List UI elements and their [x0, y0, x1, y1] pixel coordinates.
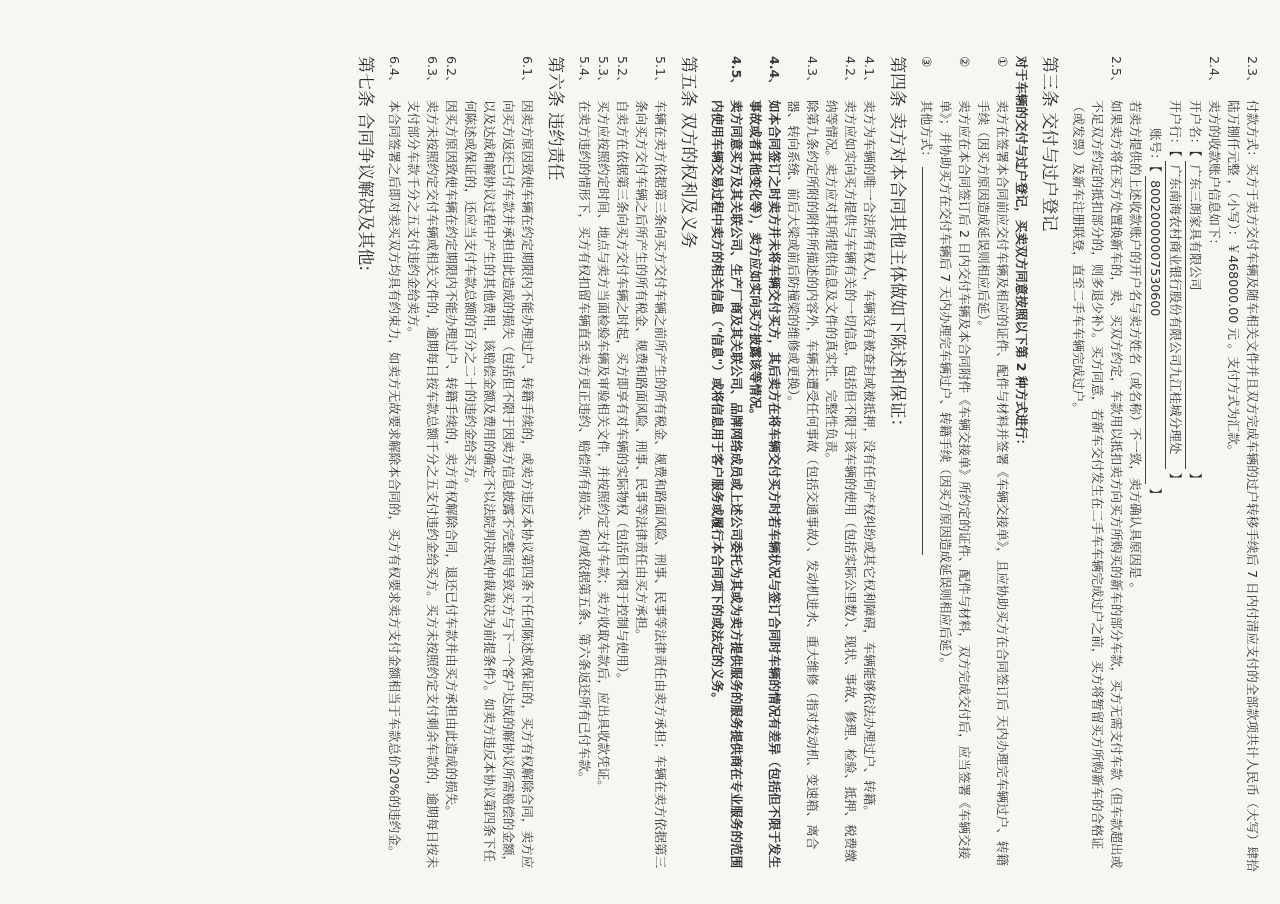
- clause-text: 卖方未按照约定交付车辆或相关文件的，逾期每日按车款总额千分之五支付违约金给买方。买方未按照约定支付剩余车款的，逾期每日按未支付部分车款千分之五支付违约金给卖方。: [406, 100, 440, 869]
- clause-number: 6.4、: [387, 56, 402, 89]
- account-number-value: 80020000007530600: [1145, 176, 1165, 484]
- article-5-heading: 第五条 双方的权利及义务: [678, 56, 698, 249]
- option-1: [974, 56, 1012, 874]
- clause-item: [784, 56, 822, 874]
- option-text: 卖方在签署本合同前应交付车辆及相应的证件、配件与材料并签署《车辆交接单》，且应协助买方在合同签订后 天内办理完车辆过户、转籍手续（因买方原因造成延误则相应后延）。: [976, 100, 1010, 866]
- clause-text: 在卖方违约的情形下，买方有权扣留车辆直至卖方更正违约、赔偿所有损失、和/或依据第五条、第六条返还所有已付车款。: [577, 100, 592, 785]
- clause-intro: 卖方的收款账户信息如下：: [1207, 100, 1222, 252]
- clause-number: 6.2、: [444, 56, 459, 89]
- option-number: ③: [919, 56, 934, 68]
- option-text: 其他方式：: [919, 100, 934, 163]
- article-4-heading: 第四条 卖方对本合同其他主体做如下陈述和保证：: [887, 56, 907, 436]
- clause-item: [822, 56, 860, 874]
- clause-text: 如本合同签订之时卖方并未将车辆交付买方，其后卖方在将车辆交付买方时若车辆状况与签订合同时车辆的情况有差异（包括但不限于发生事故或者其他变化等），卖方应如实向买方披露该等情况。: [748, 100, 782, 869]
- clause-text: 卖方应如实向买方提供与车辆有关的一切信息，包括但不限于该车辆的使用（包括实际公里数）、现状、事故、修理、检验、抵押、税费缴纳等情况。卖方应对其所提供信息及文件的真实性、完整性负责。: [824, 100, 858, 862]
- clause-number: 2.5、: [1109, 56, 1124, 89]
- article-6-list: [385, 56, 537, 874]
- clause-number: 5.3、: [596, 56, 611, 89]
- clause-item: [746, 56, 784, 874]
- clause-item: [594, 56, 613, 874]
- clause-text: 因卖方原因致使车辆在约定期限内不能办理过户、转籍手续的，或卖方违反本协议第四条下任何陈述或保证的，买方有权解除合同，卖方应向买方返还已付车款并承担由此造成的损失（包括但不限于因卖方信息披露不完整而导致买方与下一个客户达成的解协议所需赔偿的金额，以及达成和解协议过程中产生的其他费用，该赔偿金额及费用的确定不以法院判决或仲裁裁决为前提条件）。如卖方违反本协议第四条下任何陈述或保证的，还应当支付车款总额的百分之二十的违约金给买方。: [463, 100, 535, 869]
- account-name-label: 开户名：【: [1188, 100, 1203, 157]
- account-bank-row: [1165, 100, 1185, 874]
- clause-text: 车辆在卖方依据第三条向买方交付车辆之前所产生的所有税金、规费和路面风险、刑事、民事等法律责任由卖方承担；车辆在卖方依据第三条向买方交付车辆之后所产生的所有税金、规费和路面风险、刑事、民事等法律责任由买方承担。: [634, 100, 668, 869]
- bracket-end: 】: [1148, 488, 1163, 501]
- clause-2-4: [1126, 56, 1224, 874]
- clause-number: 2.4、: [1207, 56, 1222, 89]
- option-2: [936, 56, 974, 874]
- clause-item: [575, 56, 594, 874]
- clause-item: [708, 56, 746, 874]
- account-bank-label: 开户行：【: [1168, 100, 1183, 157]
- clause-number: 4.4、: [767, 56, 782, 91]
- article-6-heading: 第六条 违约责任: [545, 56, 565, 181]
- clause-text: 如果卖方将在买方处置换新车的，卖、买双方约定，车款用以抵扣卖方向买方所购买的新车的部分车款，买方无需支付车款（但车款超出或不足双方约定的抵扣部分的，则多退少补）。买方同意，若新车交付发生在二手车车辆完成过户之前，买方将暂留买方所购新车的合格证（或发票）及新车注册联登，直至二手车车辆完成过户。: [1071, 100, 1124, 869]
- clause-item: [632, 56, 670, 874]
- clause-item: [461, 56, 537, 874]
- clause-text: 自卖方在依据第三条向买方交付车辆之时起，买方即享有对车辆的实际物权（包括但不限于控制与使用）。: [615, 100, 630, 686]
- option-number: ①: [995, 56, 1010, 68]
- bracket-end: 】: [1188, 472, 1203, 486]
- clause-item: [385, 56, 404, 874]
- account-number-row: [1145, 100, 1165, 874]
- account-bank-value: 广东南海农村商业银行股份有限公司九江桂城分理处: [1165, 161, 1185, 469]
- clause-text: 付款方式：买方于卖方交付车辆及随车相关文件并且双方完成车辆的过户转移手续后 7 日内付清应支付的全部款项共计人民币（大写）肆拾陆万捌仟元整 ，（小写）：￥468000.00 元 。支付方式为汇款。: [1226, 100, 1260, 872]
- clause-number: 4.3、: [805, 56, 820, 89]
- article-3-lead: 对于车辆的交付与过户登记，买卖双方同意按照以下第 2 种方式进行：: [1014, 56, 1029, 452]
- clause-text: 因买方原因致使车辆在约定期限内不能办理过户、转籍手续的，卖方有权解除合同，退还已付车款并由买方承担由此造成的损失。: [444, 100, 459, 818]
- clause-2-5: [1069, 56, 1126, 874]
- clause-text: 买方应按照约定时间、地点与卖方当面检验车辆及审验相关文件，并按照约定支付车款；卖方收取车款后，应出具收款凭证。: [596, 100, 611, 793]
- article-5-list: [575, 56, 670, 874]
- article-3-heading: 第三条 交付与过户登记: [1039, 56, 1059, 232]
- clause-number: 4.1、: [862, 56, 877, 89]
- clause-item: [442, 56, 461, 874]
- clause-number: 4.2、: [843, 56, 858, 89]
- option-3: [917, 56, 936, 874]
- clause-number: 5.1、: [653, 56, 668, 89]
- clause-text: 卖方同意买方及其关联公司、生产厂商及其关联公司、品牌网络成员或上述公司委托为其或为卖方提供服务的服务提供商在专业服务的范围内使用车辆交易过程中卖方的相关信息（"信息"）或将信息用于客户服务或履行本合同项下的或法定的义务。: [710, 100, 744, 869]
- blank-line: [922, 167, 923, 555]
- option-text: 卖方应在本合同签订后 2 日内交付车辆及本合同附件《车辆交接单》所约定的证件、配件与材料，双方完成交付后，应当签署《车辆交接单》；并协助买方在交付车辆后 7 天内办理完车辆过户、转籍手续（因买方原因造成延误则相应后延）。: [938, 100, 972, 860]
- bracket-end: 】: [1168, 472, 1183, 486]
- article-4-list: [708, 56, 879, 874]
- clause-text: 卖方为车辆的唯一合法所有权人，车辆没有被查封或被抵押，没有任何产权纠纷或其它权利障碍，车辆能够依法办理过户、转籍。: [862, 100, 877, 818]
- clause-item: [404, 56, 442, 874]
- clause-number: 2.3、: [1245, 56, 1260, 89]
- account-name-row: [1185, 100, 1205, 874]
- article-7-heading: 第七条 合同争议解决及其他:: [355, 56, 375, 272]
- clause-2-3: [1224, 56, 1262, 874]
- account-number-label: 账号：【: [1148, 128, 1163, 173]
- clause-text: 本合同签署之后即对卖买双方均具有约束力，如卖方无故要求解除本合同的，买方有权要求卖方支付金额相当于车款总价20%的违约金。: [387, 100, 402, 859]
- clause-number: 6.1、: [520, 56, 535, 89]
- account-name-value: 广东三朗家具有限公司: [1185, 161, 1205, 469]
- clause-number: 5.2、: [615, 56, 630, 89]
- option-number: ②: [957, 56, 972, 68]
- account-note: 若卖方提供的上述收款账户的开户名与卖方姓名（或名称）不一致，卖方确认具原因是 。: [1128, 100, 1143, 596]
- clause-text: 除第九条约定所附的附件所描述的内容外，车辆未遭受任何事故（包括交通事故）、发动机进水、重大维修（指对发动机、变速箱、离合器、转向系统、前后大梁或前后防撞梁的维修或更换）。: [786, 100, 820, 850]
- clause-item: [860, 56, 879, 874]
- clause-number: 6.3、: [425, 56, 440, 89]
- clause-item: [613, 56, 632, 874]
- clause-number: 4.5、: [729, 56, 744, 91]
- clause-number: 5.4、: [577, 56, 592, 89]
